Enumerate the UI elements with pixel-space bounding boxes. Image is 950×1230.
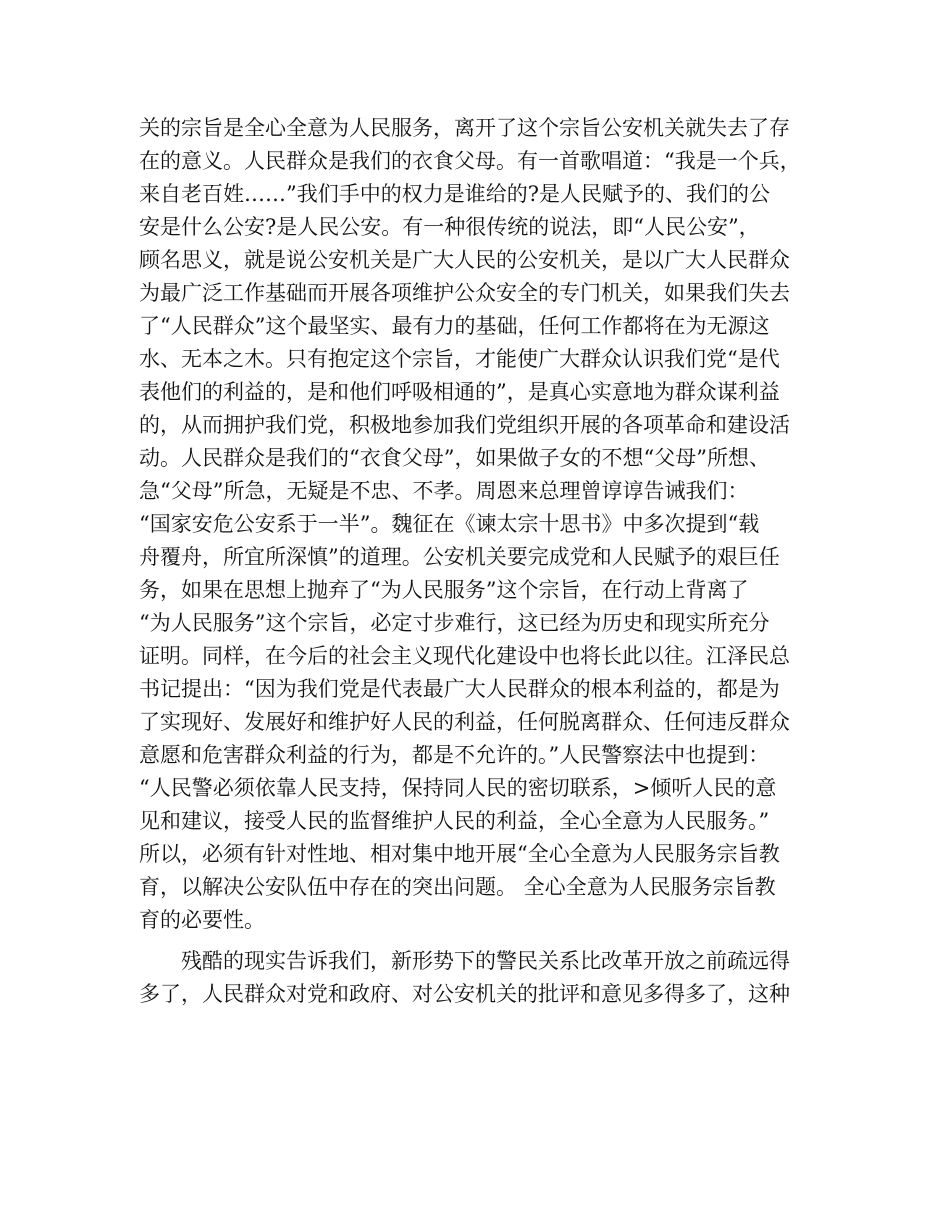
text-line: 安是什么公安?是人民公安。有一种很传统的说法，即“人民公安”， [139,215,760,239]
text-line: 见和建议，接受人民的监督维护人民的利益，全心全意为人民服务。” [139,809,770,833]
text-line: 证明。同样，在今后的社会主义现代化建设中也将长此以往。江泽民总 [139,644,790,668]
paragraph-gap [139,937,829,945]
text-line: “国家安危公安系于一半”。魏征在《谏太宗十思书》中多次提到“载 [139,512,760,536]
text-line: 的，从而拥护我们党，积极地参加我们党组织开展的各项革命和建设活 [139,413,790,437]
text-line: 舟覆舟，所宜所深慎”的道理。公安机关要完成党和人民赋予的艰巨任 [139,545,780,569]
text-line: 动。人民群众是我们的“衣食父母”，如果做子女的不想“父母”所想、 [139,446,770,470]
text-line-first: 残酷的现实告诉我们，新形势下的警民关系比改革开放之前疏远得 [181,949,790,973]
text-line: 多了，人民群众对党和政府、对公安机关的批评和意见多得多了，这种 [139,982,790,1006]
text-line: 为最广泛工作基础而开展各项维护公众安全的专门机关，如果我们失去 [139,281,790,305]
document-body [139,112,829,1011]
text-line: 来自老百姓……”我们手中的权力是谁给的?是人民赋予的、我们的公 [139,182,770,206]
text-line: 所以，必须有针对性地、相对集中地开展“全心全意为人民服务宗旨教 [139,842,780,866]
text-line: 急“父母”所急，无疑是不忠、不孝。周恩来总理曾谆谆告诫我们： [139,479,749,503]
text-line: 意愿和危害群众利益的行为，都是不允许的。”人民警察法中也提到： [139,743,770,767]
text-line: 了“人民群众”这个最坚实、最有力的基础，任何工作都将在为无源这 [139,314,770,338]
text-line: “人民警必须依靠人民支持，保持同人民的密切联系，>倾听人民的意 [139,776,777,800]
text-line: 关的宗旨是全心全意为人民服务，离开了这个宗旨公安机关就失去了存 [139,116,790,140]
paragraph-2 [139,945,829,1011]
text-line: 育，以解决公安队伍中存在的突出问题。 全心全意为人民服务宗旨教 [139,875,776,899]
text-line: 表他们的利益的，是和他们呼吸相通的”，是真心实意地为群众谋利益 [139,380,780,404]
text-line: 育的必要性。 [139,908,265,932]
text-line: 书记提出：“因为我们党是代表最广大人民群众的根本利益的，都是为 [139,677,780,701]
text-line: 顾名思义，就是说公安机关是广大人民的公安机关，是以广大人民群众 [139,248,790,272]
paragraph-1 [139,112,829,937]
text-line: 在的意义。人民群众是我们的衣食父母。有一首歌唱道：“我是一个兵， [139,149,801,173]
text-line: 务，如果在思想上抛弃了“为人民服务”这个宗旨，在行动上背离了 [139,578,749,602]
text-line: 水、无本之木。只有抱定这个宗旨，才能使广大群众认识我们党“是代 [139,347,780,371]
text-line: 了实现好、发展好和维护好人民的利益，任何脱离群众、任何违反群众 [139,710,790,734]
text-line: “为人民服务”这个宗旨，必定寸步难行，这已经为历史和现实所充分 [139,611,770,635]
